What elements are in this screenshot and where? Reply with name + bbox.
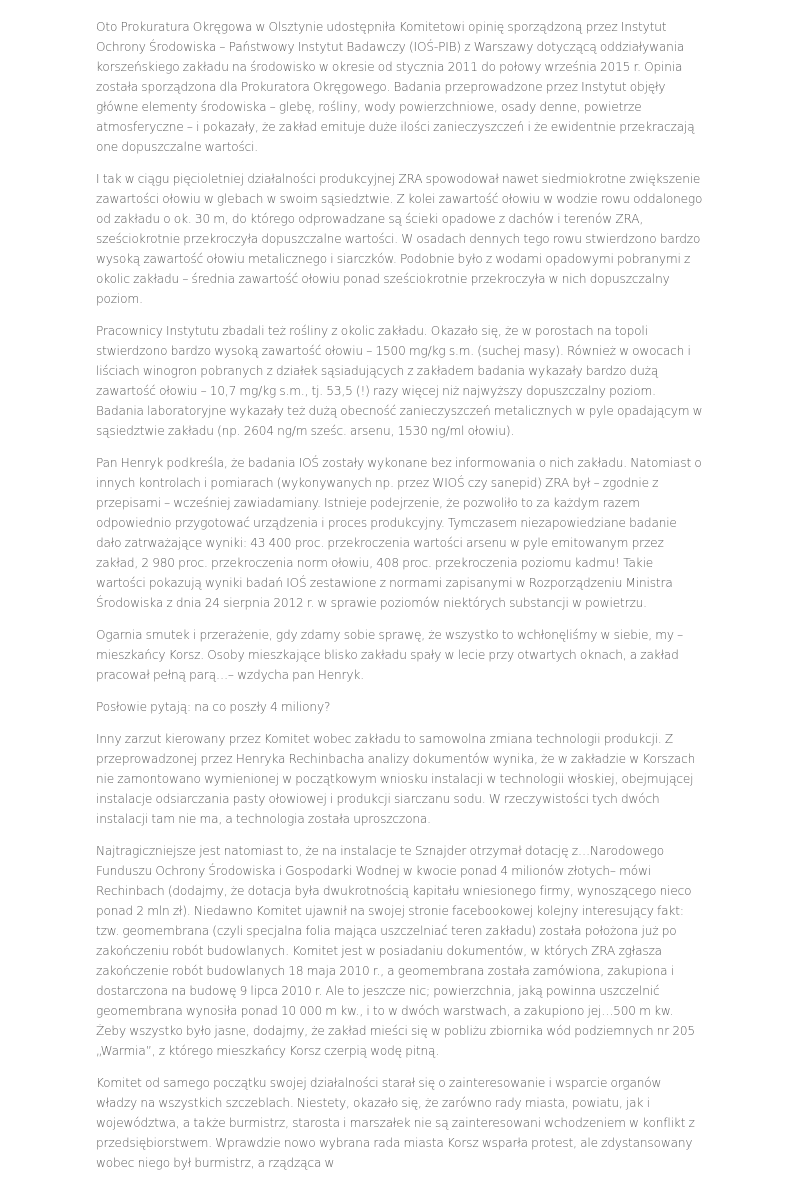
paragraph-subsidy-geomembrane: Najtragiczniejsze jest natomiast to, że na instalacje te Sznajder otrzymał dotację z…Narodowego Funduszu Ochrony Środowiska i Gospodarki Wodnej w kwocie ponad 4 milionów złotych– mówi Rechinbach (dodajmy, że dotacja była dwukrotnością kapitału wniesionego firmy, wynoszącego nieco ponad 2 mln zł). Niedawno Komitet ujawnił na swojej stronie facebookowej kolejny interesujący fakt: tzw. geomembrana (czyli specjalna folia mająca uszczelniać teren zakładu) została położona już po zakończeniu robót budowlanych. Komitet jest w posiadaniu dokumentów, w których ZRA zgłasza zakończenie robót budowlanych 18 maja 2010 r., a geomembrana została zamówiona, zakupiona i dostarczona na budowę 9 lipca 2010 r. Ale to jeszcze nic; powierzchnia, jaką powinna uszczelnić geomembrana wynosiła ponad 10 000 m kw., i to w dwóch warstwach, a zakupiono jej…500 m kw. Żeby wszystko było jasne, dodajmy, że zakład mieści się w pobliżu zbiornika wód podziemnych nr 205 „Warmia”, z którego mieszkańcy Korsz czerpią wodę pitną.: [96, 844, 695, 1058]
paragraph-prosecutor-opinion: Oto Prokuratura Okręgowa w Olsztynie udostępniła Komitetowi opinię sporządzoną przez Instytut Ochrony Środowiska – Państwowy Instytut Badawczy (IOŚ-PIB) z Warszawy dotyczącą oddziaływania korszeńskiego zakładu na środowisko w okresie od stycznia 2011 do połowy września 2015 r. Opinia została sporządzona dla Prokuratora Okręgowego. Badania przeprowadzone przez Instytut objęły główne elementy środowiska – glebę, rośliny, wody powierzchniowe, osady denne, powietrze atmosferyczne – i pokazały, że zakład emituje duże ilości zanieczyszczeń i że ewidentnie przekraczają one dopuszczalne wartości.: [96, 20, 695, 154]
paragraph-residents-quote: Ogarnia smutek i przerażenie, gdy zdamy sobie sprawę, że wszystko to wchłonęliśmy w siebie, my – mieszkańcy Korsz. Osoby mieszkające blisko zakładu spały w lecie przy otwartych oknach, a zakład pracował pełną parą…– wzdycha pan Henryk.: [96, 628, 684, 682]
paragraph-lead-contamination: I tak w ciągu pięcioletniej działalności produkcyjnej ZRA spowodował nawet siedmiokrotne zwiększenie zawartości ołowiu w glebach w swoim sąsiedztwie. Z kolei zawartość ołowiu w wodzie rowu oddalonego od zakładu o ok. 30 m, do którego odprowadzane są ścieki opadowe z dachów i terenów ZRA, sześciokrotnie przekroczyła dopuszczalne wartości. W osadach dennych tego rowu stwierdzono bardzo wysoką zawartość ołowiu metalicznego i siarczków. Podobnie było z wodami opadowymi pobranymi z okolic zakładu – średnia zawartość ołowiu ponad sześciokrotnie przekroczyła w nich dopuszczalny poziom.: [96, 172, 703, 306]
paragraph-authorities: Komitet od samego początku swojej działalności starał się o zainteresowanie i wsparcie organów władzy na wszystkich szczeblach. Niestety, okazało się, że zarówno rady miasta, powiatu, jak i województwa, a także burmistrz, starosta i marszałek nie są zainteresowani wchodzeniem w konflikt z przedsiębiorstwem. Wprawdzie nowo wybrana rada miasta Korsz wsparła protest, ale zdystansowany wobec niego był burmistrz, a rządząca w: [96, 1076, 695, 1170]
paragraph-unannounced-tests: Pan Henryk podkreśla, że badania IOŚ zostały wykonane bez informowania o nich zakładu. Natomiast o innych kontrolach i pomiarach (wykonywanych np. przez WIOŚ czy sanepid) ZRA był – zgodnie z przepisami – wcześniej zawiadamiany. Istnieje podejrzenie, że pozwoliło to za każdym razem odpowiednio przygotować urządzenia i proces produkcyjny. Tymczasem niezapowiedziane badanie dało zatrważające wyniki: 43 400 proc. przekroczenia wartości arsenu w pyle emitowanym przez zakład, 2 980 proc. przekroczenia norm ołowiu, 408 proc. przekroczenia poziomu kadmu! Takie wartości pokazują wyniki badań IOŚ zestawione z normami zapisanymi w Rozporządzeniu Ministra Środowiska z dnia 24 sierpnia 2012 r. w sprawie poziomów niektórych substancji w powietrzu.: [96, 456, 702, 610]
paragraph-plant-tests: Pracownicy Instytutu zbadali też rośliny z okolic zakładu. Okazało się, że w porostach na topoli stwierdzono bardzo wysoką zawartość ołowiu – 1500 mg/kg s.m. (suchej masy). Również w owocach i liściach winogron pobranych z działek sąsiadujących z zakładem badania wykazały bardzo dużą zawartość ołowiu – 10,7 mg/kg s.m., tj. 53,5 (!) razy więcej niż najwyższy dopuszczalny poziom. Badania laboratoryjne wykazały też dużą obecność zanieczyszczeń metalicznych w pyle opadającym w sąsiedztwie zakładu (np. 2604 ng/m sześc. arsenu, 1530 ng/ml ołowiu).: [96, 324, 703, 438]
article-body: [96, 17, 704, 1185]
paragraph-technology-change: Inny zarzut kierowany przez Komitet wobec zakładu to samowolna zmiana technologii produkcji. Z przeprowadzonej przez Henryka Rechinbacha analizy dokumentów wynika, że w zakładzie w Korszach nie zamontowano wymienionej w początkowym wniosku instalacji w technologii włoskiej, obejmującej instalacje odsiarczania pasty ołowiowej i produkcji siarczanu sodu. W rzeczywistości tych dwóch instalacji tam nie ma, a technologia została uproszczona.: [96, 732, 696, 826]
section-subheading: Posłowie pytają: na co poszły 4 miliony?: [96, 700, 331, 714]
